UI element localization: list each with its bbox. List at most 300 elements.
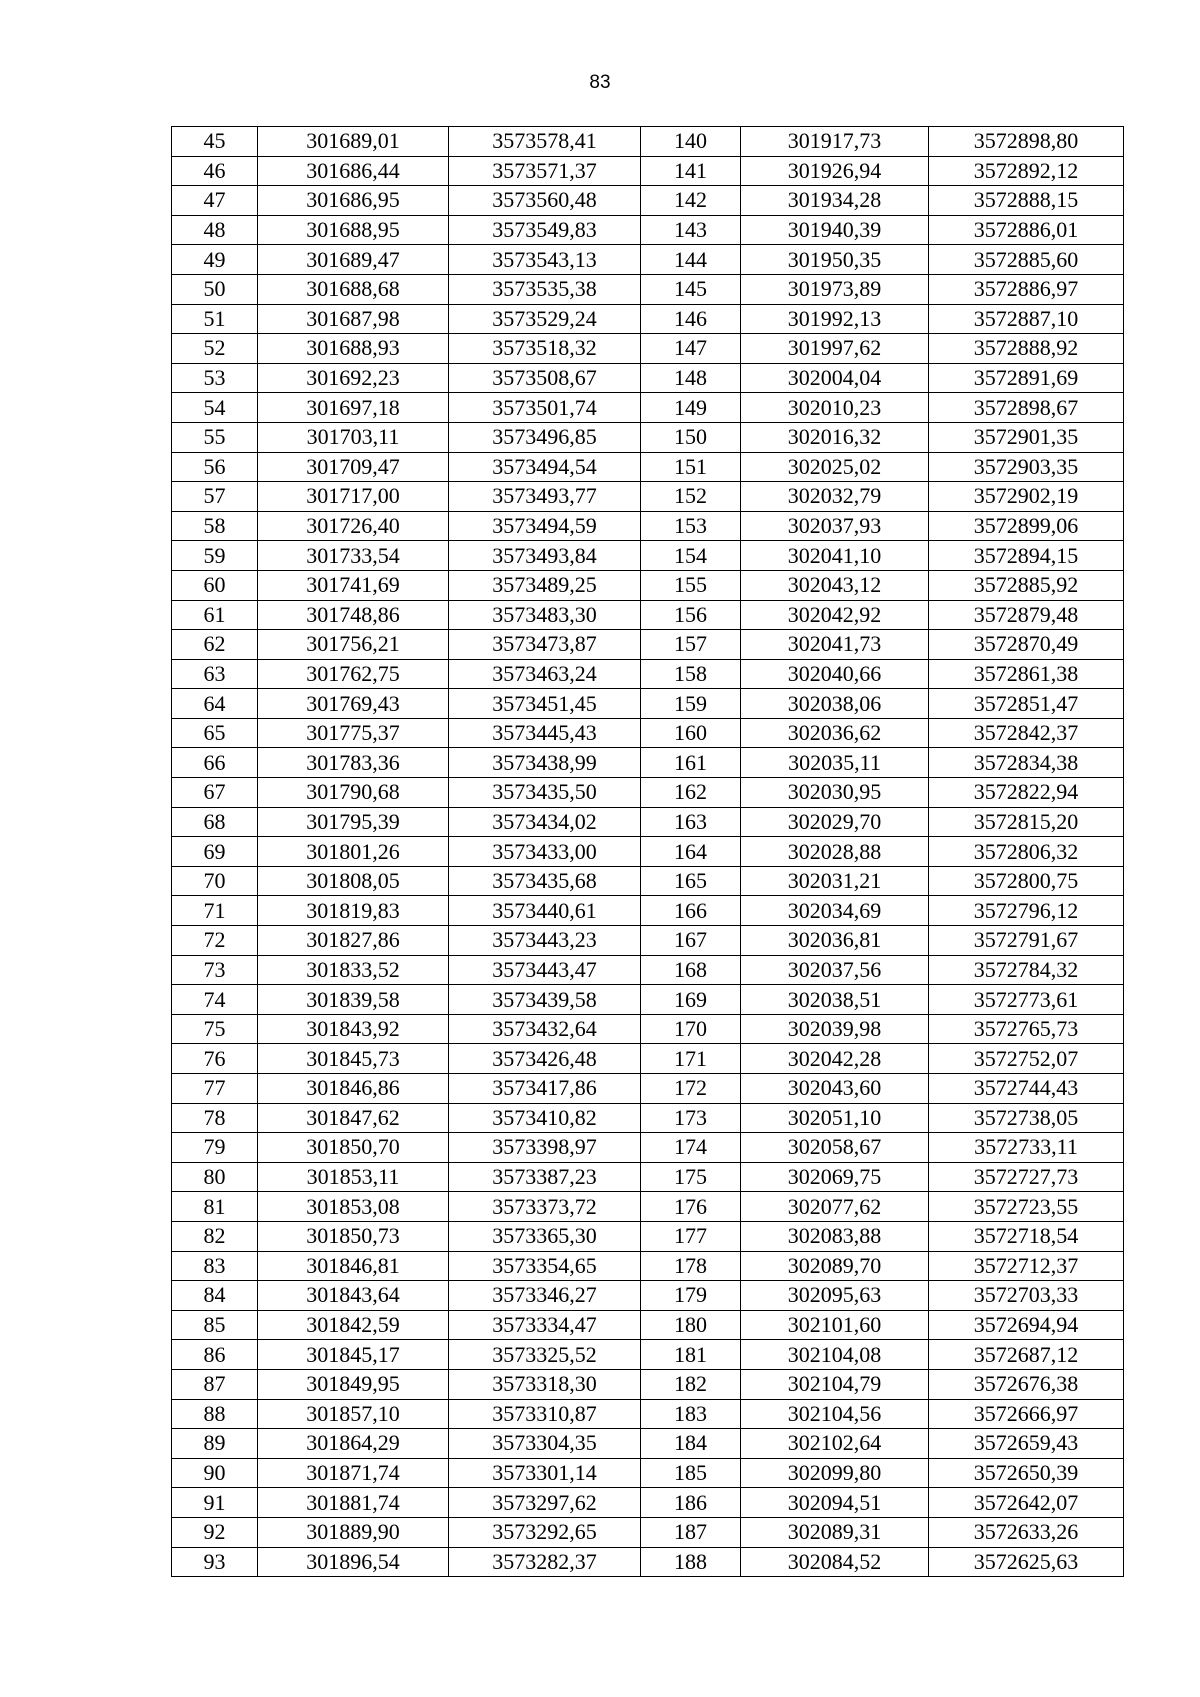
y-coordinate-cell: 3572842,37 [929, 718, 1124, 748]
point-number-cell: 63 [172, 659, 258, 689]
point-number-cell: 74 [172, 985, 258, 1015]
x-coordinate-cell: 302089,31 [741, 1517, 929, 1547]
y-coordinate-cell: 3573334,47 [449, 1310, 641, 1340]
y-coordinate-cell: 3573373,72 [449, 1192, 641, 1222]
table-row [172, 1458, 1124, 1488]
y-coordinate-cell: 3573310,87 [449, 1399, 641, 1429]
point-number-cell: 158 [641, 659, 741, 689]
point-number-cell: 147 [641, 334, 741, 364]
x-coordinate-cell: 301842,59 [258, 1310, 449, 1340]
point-number-cell: 46 [172, 156, 258, 186]
table-row [172, 334, 1124, 364]
x-coordinate-cell: 302039,98 [741, 1014, 929, 1044]
y-coordinate-cell: 3572791,67 [929, 926, 1124, 956]
x-coordinate-cell: 302104,79 [741, 1369, 929, 1399]
x-coordinate-cell: 302095,63 [741, 1281, 929, 1311]
point-number-cell: 88 [172, 1399, 258, 1429]
x-coordinate-cell: 301775,37 [258, 718, 449, 748]
y-coordinate-cell: 3573301,14 [449, 1458, 641, 1488]
x-coordinate-cell: 301692,23 [258, 363, 449, 393]
x-coordinate-cell: 301697,18 [258, 393, 449, 423]
point-number-cell: 164 [641, 837, 741, 867]
x-coordinate-cell: 301845,17 [258, 1340, 449, 1370]
x-coordinate-cell: 301889,90 [258, 1517, 449, 1547]
x-coordinate-cell: 301917,73 [741, 127, 929, 157]
point-number-cell: 156 [641, 600, 741, 630]
x-coordinate-cell: 302043,60 [741, 1074, 929, 1104]
y-coordinate-cell: 3572633,26 [929, 1517, 1124, 1547]
table-row [172, 186, 1124, 216]
table-row [172, 1162, 1124, 1192]
x-coordinate-cell: 301992,13 [741, 304, 929, 334]
table-row [172, 363, 1124, 393]
y-coordinate-cell: 3572861,38 [929, 659, 1124, 689]
point-number-cell: 61 [172, 600, 258, 630]
x-coordinate-cell: 302042,92 [741, 600, 929, 630]
point-number-cell: 58 [172, 511, 258, 541]
x-coordinate-cell: 301733,54 [258, 541, 449, 571]
table-row [172, 393, 1124, 423]
x-coordinate-cell: 301819,83 [258, 896, 449, 926]
x-coordinate-cell: 301881,74 [258, 1488, 449, 1518]
point-number-cell: 181 [641, 1340, 741, 1370]
page-number: 83 [589, 72, 611, 93]
x-coordinate-cell: 302037,56 [741, 955, 929, 985]
point-number-cell: 180 [641, 1310, 741, 1340]
point-number-cell: 67 [172, 778, 258, 808]
point-number-cell: 177 [641, 1221, 741, 1251]
table-row [172, 926, 1124, 956]
point-number-cell: 187 [641, 1517, 741, 1547]
y-coordinate-cell: 3572676,38 [929, 1369, 1124, 1399]
x-coordinate-cell: 301726,40 [258, 511, 449, 541]
x-coordinate-cell: 302099,80 [741, 1458, 929, 1488]
x-coordinate-cell: 301845,73 [258, 1044, 449, 1074]
table-row [172, 955, 1124, 985]
point-number-cell: 59 [172, 541, 258, 571]
point-number-cell: 184 [641, 1429, 741, 1459]
x-coordinate-cell: 301827,86 [258, 926, 449, 956]
table-row [172, 600, 1124, 630]
table-row [172, 422, 1124, 452]
point-number-cell: 54 [172, 393, 258, 423]
table-row [172, 1251, 1124, 1281]
table-row [172, 245, 1124, 275]
x-coordinate-cell: 302069,75 [741, 1162, 929, 1192]
x-coordinate-cell: 301801,26 [258, 837, 449, 867]
table-row [172, 570, 1124, 600]
x-coordinate-cell: 301934,28 [741, 186, 929, 216]
y-coordinate-cell: 3573435,68 [449, 866, 641, 896]
x-coordinate-cell: 302051,10 [741, 1103, 929, 1133]
point-number-cell: 79 [172, 1133, 258, 1163]
point-number-cell: 176 [641, 1192, 741, 1222]
y-coordinate-cell: 3573493,77 [449, 482, 641, 512]
x-coordinate-cell: 302043,12 [741, 570, 929, 600]
y-coordinate-cell: 3572891,69 [929, 363, 1124, 393]
y-coordinate-cell: 3573493,84 [449, 541, 641, 571]
point-number-cell: 72 [172, 926, 258, 956]
x-coordinate-cell: 301950,35 [741, 245, 929, 275]
point-number-cell: 56 [172, 452, 258, 482]
x-coordinate-cell: 301709,47 [258, 452, 449, 482]
y-coordinate-cell: 3572796,12 [929, 896, 1124, 926]
y-coordinate-cell: 3573529,24 [449, 304, 641, 334]
point-number-cell: 145 [641, 274, 741, 304]
y-coordinate-cell: 3572733,11 [929, 1133, 1124, 1163]
x-coordinate-cell: 302094,51 [741, 1488, 929, 1518]
y-coordinate-cell: 3572800,75 [929, 866, 1124, 896]
point-number-cell: 150 [641, 422, 741, 452]
y-coordinate-cell: 3573451,45 [449, 689, 641, 719]
x-coordinate-cell: 301857,10 [258, 1399, 449, 1429]
coordinates-table [171, 126, 1124, 1577]
x-coordinate-cell: 301808,05 [258, 866, 449, 896]
point-number-cell: 161 [641, 748, 741, 778]
y-coordinate-cell: 3573543,13 [449, 245, 641, 275]
x-coordinate-cell: 301843,64 [258, 1281, 449, 1311]
point-number-cell: 68 [172, 807, 258, 837]
table-row [172, 1369, 1124, 1399]
x-coordinate-cell: 301864,29 [258, 1429, 449, 1459]
x-coordinate-cell: 301926,94 [741, 156, 929, 186]
table-row [172, 1340, 1124, 1370]
x-coordinate-cell: 302036,62 [741, 718, 929, 748]
x-coordinate-cell: 301689,01 [258, 127, 449, 157]
point-number-cell: 60 [172, 570, 258, 600]
point-number-cell: 168 [641, 955, 741, 985]
point-number-cell: 86 [172, 1340, 258, 1370]
table-row [172, 896, 1124, 926]
point-number-cell: 53 [172, 363, 258, 393]
x-coordinate-cell: 301847,62 [258, 1103, 449, 1133]
x-coordinate-cell: 302041,10 [741, 541, 929, 571]
point-number-cell: 81 [172, 1192, 258, 1222]
point-number-cell: 70 [172, 866, 258, 896]
coordinates-table-body [172, 127, 1124, 1577]
point-number-cell: 69 [172, 837, 258, 867]
x-coordinate-cell: 301850,73 [258, 1221, 449, 1251]
table-row [172, 304, 1124, 334]
point-number-cell: 188 [641, 1547, 741, 1577]
point-number-cell: 78 [172, 1103, 258, 1133]
point-number-cell: 51 [172, 304, 258, 334]
point-number-cell: 64 [172, 689, 258, 719]
point-number-cell: 140 [641, 127, 741, 157]
point-number-cell: 48 [172, 215, 258, 245]
point-number-cell: 162 [641, 778, 741, 808]
y-coordinate-cell: 3573354,65 [449, 1251, 641, 1281]
point-number-cell: 165 [641, 866, 741, 896]
x-coordinate-cell: 302040,66 [741, 659, 929, 689]
x-coordinate-cell: 302083,88 [741, 1221, 929, 1251]
y-coordinate-cell: 3572888,92 [929, 334, 1124, 364]
point-number-cell: 155 [641, 570, 741, 600]
y-coordinate-cell: 3573439,58 [449, 985, 641, 1015]
table-row [172, 689, 1124, 719]
table-row [172, 630, 1124, 660]
y-coordinate-cell: 3572744,43 [929, 1074, 1124, 1104]
table-row [172, 718, 1124, 748]
table-row [172, 748, 1124, 778]
y-coordinate-cell: 3573282,37 [449, 1547, 641, 1577]
table-row [172, 1044, 1124, 1074]
y-coordinate-cell: 3572822,94 [929, 778, 1124, 808]
point-number-cell: 66 [172, 748, 258, 778]
x-coordinate-cell: 301688,93 [258, 334, 449, 364]
point-number-cell: 80 [172, 1162, 258, 1192]
table-row [172, 452, 1124, 482]
y-coordinate-cell: 3572773,61 [929, 985, 1124, 1015]
table-row [172, 985, 1124, 1015]
table-row [172, 1517, 1124, 1547]
x-coordinate-cell: 301850,70 [258, 1133, 449, 1163]
point-number-cell: 93 [172, 1547, 258, 1577]
point-number-cell: 142 [641, 186, 741, 216]
point-number-cell: 89 [172, 1429, 258, 1459]
table-row [172, 274, 1124, 304]
y-coordinate-cell: 3572703,33 [929, 1281, 1124, 1311]
x-coordinate-cell: 301853,11 [258, 1162, 449, 1192]
y-coordinate-cell: 3572806,32 [929, 837, 1124, 867]
point-number-cell: 149 [641, 393, 741, 423]
table-row [172, 837, 1124, 867]
x-coordinate-cell: 302029,70 [741, 807, 929, 837]
x-coordinate-cell: 302037,93 [741, 511, 929, 541]
table-row [172, 778, 1124, 808]
y-coordinate-cell: 3572851,47 [929, 689, 1124, 719]
x-coordinate-cell: 301783,36 [258, 748, 449, 778]
x-coordinate-cell: 301756,21 [258, 630, 449, 660]
y-coordinate-cell: 3573489,25 [449, 570, 641, 600]
y-coordinate-cell: 3573304,35 [449, 1429, 641, 1459]
x-coordinate-cell: 302041,73 [741, 630, 929, 660]
point-number-cell: 163 [641, 807, 741, 837]
x-coordinate-cell: 302036,81 [741, 926, 929, 956]
y-coordinate-cell: 3573483,30 [449, 600, 641, 630]
x-coordinate-cell: 302104,56 [741, 1399, 929, 1429]
x-coordinate-cell: 302084,52 [741, 1547, 929, 1577]
y-coordinate-cell: 3573398,97 [449, 1133, 641, 1163]
x-coordinate-cell: 302034,69 [741, 896, 929, 926]
point-number-cell: 186 [641, 1488, 741, 1518]
table-row [172, 215, 1124, 245]
y-coordinate-cell: 3572718,54 [929, 1221, 1124, 1251]
x-coordinate-cell: 301686,95 [258, 186, 449, 216]
point-number-cell: 148 [641, 363, 741, 393]
point-number-cell: 152 [641, 482, 741, 512]
y-coordinate-cell: 3572892,12 [929, 156, 1124, 186]
x-coordinate-cell: 302038,51 [741, 985, 929, 1015]
y-coordinate-cell: 3573346,27 [449, 1281, 641, 1311]
x-coordinate-cell: 301689,47 [258, 245, 449, 275]
x-coordinate-cell: 301688,68 [258, 274, 449, 304]
x-coordinate-cell: 302077,62 [741, 1192, 929, 1222]
y-coordinate-cell: 3573292,65 [449, 1517, 641, 1547]
y-coordinate-cell: 3572888,15 [929, 186, 1124, 216]
y-coordinate-cell: 3573496,85 [449, 422, 641, 452]
x-coordinate-cell: 302010,23 [741, 393, 929, 423]
x-coordinate-cell: 301769,43 [258, 689, 449, 719]
point-number-cell: 90 [172, 1458, 258, 1488]
point-number-cell: 92 [172, 1517, 258, 1547]
point-number-cell: 146 [641, 304, 741, 334]
x-coordinate-cell: 302004,04 [741, 363, 929, 393]
point-number-cell: 159 [641, 689, 741, 719]
x-coordinate-cell: 301748,86 [258, 600, 449, 630]
y-coordinate-cell: 3573443,47 [449, 955, 641, 985]
y-coordinate-cell: 3572885,60 [929, 245, 1124, 275]
point-number-cell: 153 [641, 511, 741, 541]
table-row [172, 1488, 1124, 1518]
y-coordinate-cell: 3572898,80 [929, 127, 1124, 157]
y-coordinate-cell: 3573433,00 [449, 837, 641, 867]
table-row [172, 511, 1124, 541]
y-coordinate-cell: 3572666,97 [929, 1399, 1124, 1429]
x-coordinate-cell: 302016,32 [741, 422, 929, 452]
y-coordinate-cell: 3573410,82 [449, 1103, 641, 1133]
point-number-cell: 91 [172, 1488, 258, 1518]
x-coordinate-cell: 302042,28 [741, 1044, 929, 1074]
point-number-cell: 65 [172, 718, 258, 748]
x-coordinate-cell: 302101,60 [741, 1310, 929, 1340]
table-row [172, 866, 1124, 896]
point-number-cell: 173 [641, 1103, 741, 1133]
y-coordinate-cell: 3572642,07 [929, 1488, 1124, 1518]
x-coordinate-cell: 302058,67 [741, 1133, 929, 1163]
y-coordinate-cell: 3573432,64 [449, 1014, 641, 1044]
y-coordinate-cell: 3572752,07 [929, 1044, 1124, 1074]
y-coordinate-cell: 3572659,43 [929, 1429, 1124, 1459]
y-coordinate-cell: 3572886,01 [929, 215, 1124, 245]
point-number-cell: 185 [641, 1458, 741, 1488]
y-coordinate-cell: 3572870,49 [929, 630, 1124, 660]
x-coordinate-cell: 302031,21 [741, 866, 929, 896]
x-coordinate-cell: 301849,95 [258, 1369, 449, 1399]
y-coordinate-cell: 3572687,12 [929, 1340, 1124, 1370]
point-number-cell: 174 [641, 1133, 741, 1163]
x-coordinate-cell: 301717,00 [258, 482, 449, 512]
x-coordinate-cell: 301703,11 [258, 422, 449, 452]
x-coordinate-cell: 301688,95 [258, 215, 449, 245]
x-coordinate-cell: 302025,02 [741, 452, 929, 482]
point-number-cell: 144 [641, 245, 741, 275]
x-coordinate-cell: 301687,98 [258, 304, 449, 334]
y-coordinate-cell: 3572894,15 [929, 541, 1124, 571]
x-coordinate-cell: 302035,11 [741, 748, 929, 778]
x-coordinate-cell: 301741,69 [258, 570, 449, 600]
point-number-cell: 182 [641, 1369, 741, 1399]
x-coordinate-cell: 301853,08 [258, 1192, 449, 1222]
point-number-cell: 73 [172, 955, 258, 985]
point-number-cell: 175 [641, 1162, 741, 1192]
y-coordinate-cell: 3573387,23 [449, 1162, 641, 1192]
y-coordinate-cell: 3572901,35 [929, 422, 1124, 452]
y-coordinate-cell: 3572903,35 [929, 452, 1124, 482]
y-coordinate-cell: 3573325,52 [449, 1340, 641, 1370]
y-coordinate-cell: 3572765,73 [929, 1014, 1124, 1044]
y-coordinate-cell: 3572902,19 [929, 482, 1124, 512]
y-coordinate-cell: 3573318,30 [449, 1369, 641, 1399]
table-row [172, 1192, 1124, 1222]
y-coordinate-cell: 3572879,48 [929, 600, 1124, 630]
y-coordinate-cell: 3572650,39 [929, 1458, 1124, 1488]
y-coordinate-cell: 3572898,67 [929, 393, 1124, 423]
y-coordinate-cell: 3573435,50 [449, 778, 641, 808]
point-number-cell: 83 [172, 1251, 258, 1281]
table-row [172, 1547, 1124, 1577]
y-coordinate-cell: 3572727,73 [929, 1162, 1124, 1192]
x-coordinate-cell: 302032,79 [741, 482, 929, 512]
point-number-cell: 52 [172, 334, 258, 364]
x-coordinate-cell: 302028,88 [741, 837, 929, 867]
point-number-cell: 75 [172, 1014, 258, 1044]
y-coordinate-cell: 3572784,32 [929, 955, 1124, 985]
y-coordinate-cell: 3573445,43 [449, 718, 641, 748]
table-row [172, 1014, 1124, 1044]
y-coordinate-cell: 3572885,92 [929, 570, 1124, 600]
y-coordinate-cell: 3573365,30 [449, 1221, 641, 1251]
x-coordinate-cell: 301686,44 [258, 156, 449, 186]
point-number-cell: 85 [172, 1310, 258, 1340]
x-coordinate-cell: 301790,68 [258, 778, 449, 808]
table-row [172, 1429, 1124, 1459]
table-row [172, 807, 1124, 837]
table-row [172, 1281, 1124, 1311]
point-number-cell: 170 [641, 1014, 741, 1044]
table-row [172, 1310, 1124, 1340]
x-coordinate-cell: 301843,92 [258, 1014, 449, 1044]
y-coordinate-cell: 3573494,59 [449, 511, 641, 541]
point-number-cell: 76 [172, 1044, 258, 1074]
y-coordinate-cell: 3572815,20 [929, 807, 1124, 837]
point-number-cell: 62 [172, 630, 258, 660]
x-coordinate-cell: 302089,70 [741, 1251, 929, 1281]
point-number-cell: 47 [172, 186, 258, 216]
y-coordinate-cell: 3573434,02 [449, 807, 641, 837]
point-number-cell: 45 [172, 127, 258, 157]
y-coordinate-cell: 3573438,99 [449, 748, 641, 778]
x-coordinate-cell: 301795,39 [258, 807, 449, 837]
x-coordinate-cell: 301833,52 [258, 955, 449, 985]
y-coordinate-cell: 3573463,24 [449, 659, 641, 689]
y-coordinate-cell: 3573578,41 [449, 127, 641, 157]
table-row [172, 1399, 1124, 1429]
point-number-cell: 157 [641, 630, 741, 660]
y-coordinate-cell: 3573494,54 [449, 452, 641, 482]
point-number-cell: 172 [641, 1074, 741, 1104]
table-row [172, 1133, 1124, 1163]
table-row [172, 659, 1124, 689]
x-coordinate-cell: 301973,89 [741, 274, 929, 304]
y-coordinate-cell: 3573571,37 [449, 156, 641, 186]
point-number-cell: 55 [172, 422, 258, 452]
y-coordinate-cell: 3573417,86 [449, 1074, 641, 1104]
point-number-cell: 154 [641, 541, 741, 571]
y-coordinate-cell: 3573443,23 [449, 926, 641, 956]
x-coordinate-cell: 301846,86 [258, 1074, 449, 1104]
x-coordinate-cell: 301940,39 [741, 215, 929, 245]
point-number-cell: 160 [641, 718, 741, 748]
y-coordinate-cell: 3572738,05 [929, 1103, 1124, 1133]
point-number-cell: 143 [641, 215, 741, 245]
y-coordinate-cell: 3572712,37 [929, 1251, 1124, 1281]
y-coordinate-cell: 3572886,97 [929, 274, 1124, 304]
point-number-cell: 57 [172, 482, 258, 512]
x-coordinate-cell: 301762,75 [258, 659, 449, 689]
point-number-cell: 49 [172, 245, 258, 275]
table-row [172, 127, 1124, 157]
